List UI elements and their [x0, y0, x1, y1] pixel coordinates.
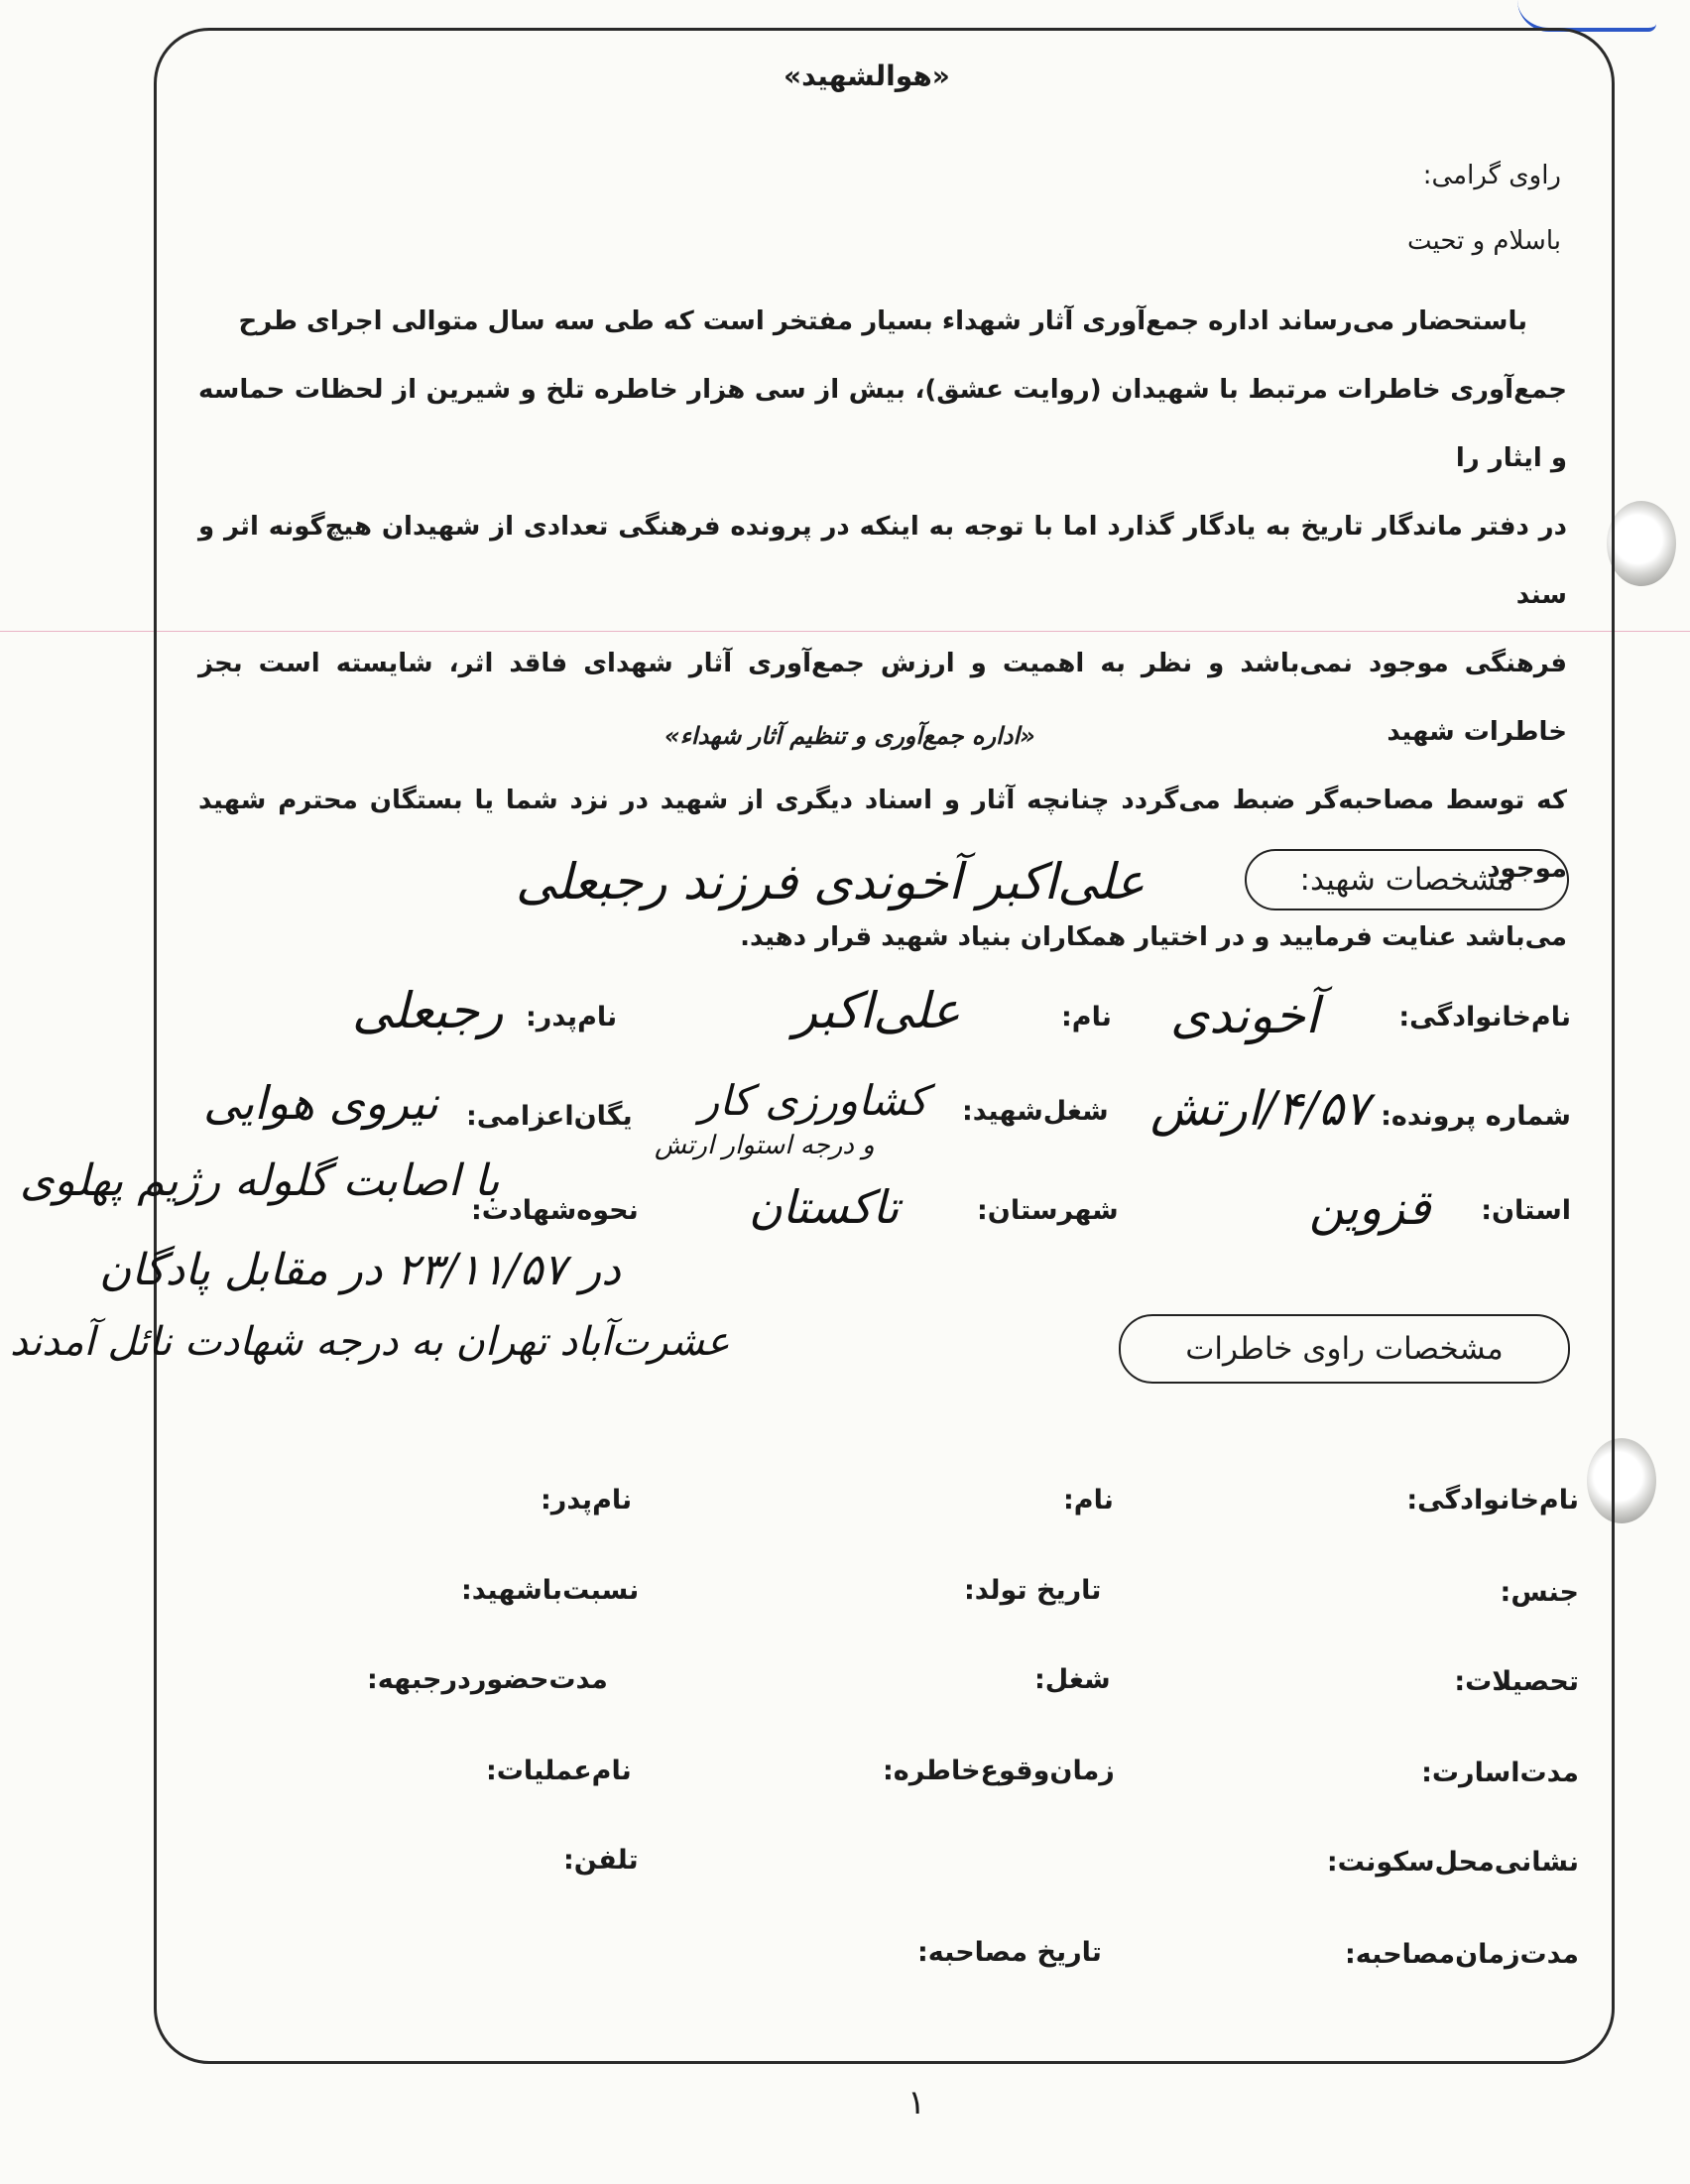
letter-line: که توسط مصاحبه‌گر ضبط می‌گردد چنانچه آثار و اسناد دیگری از شهید در نزد شما یا بستگان محترم شهید موجود [198, 786, 1567, 884]
martyrdom-label: نحوه‌شهادت: [471, 1195, 639, 1226]
occupation-label: شغل‌شهید: [962, 1096, 1109, 1127]
interview-duration-label: مدت‌زمان‌مصاحبه: [1345, 1939, 1579, 1970]
relation-label: نسبت‌با‌شهید: [461, 1575, 640, 1606]
unit-label: یگان‌اعزامی: [466, 1101, 633, 1132]
city-value: تاکستان [749, 1180, 900, 1234]
job-label: شغل: [1034, 1664, 1111, 1695]
greeting: باسلام و تحیت [1406, 226, 1561, 256]
salutation: راوی گرامی: [1422, 161, 1561, 190]
narrator-first-name-label: نام: [1063, 1485, 1114, 1516]
family-name-value: آخوندی [1170, 987, 1319, 1044]
martyrdom-value-line3: عشرت‌آباد تهران به درجه شهادت نائل آمدند [10, 1319, 730, 1365]
first-name-label: نام: [1061, 1002, 1112, 1032]
file-number-value: ۴/۵۷/ارتش [1150, 1081, 1370, 1137]
letter-line: در دفتر ماندگار تاریخ به یادگار گذارد اما با توجه به اینکه در پرونده فرهنگی تعدادی از شهیدان هیچ‌گونه اثر و سند [198, 512, 1567, 610]
address-label: نشانی‌محل‌سکونت: [1326, 1847, 1579, 1878]
letter-line: باستحضار می‌رساند اداره جمع‌آوری آثار شهداء بسیار مفتخر است که طی سه سال متوالی اجرای طرح [238, 306, 1527, 336]
page-number: ۱ [907, 2083, 926, 2123]
letter-line: فرهنگی موجود نمی‌باشد و نظر به اهمیت و ارزش جمع‌آوری آثار شهدای فاقد اثر، شایسته است بجز خاطرات شهید [198, 649, 1567, 747]
occupation-value: کشاورزی کار [699, 1076, 928, 1125]
occupation-value-extra: و درجه استوار ارتش [655, 1131, 875, 1160]
unit-value: نیروی هوایی [203, 1076, 438, 1130]
narrator-father-name-label: نام‌پدر: [541, 1485, 633, 1516]
first-name-value: علی‌اکبر [793, 982, 961, 1039]
letter-line: می‌باشد عنایت فرمایید و در اختیار همکاران بنیاد شهید قرار دهید. [740, 922, 1567, 952]
father-name-value: رجبعلی [352, 982, 504, 1039]
memory-time-label: زمان‌وقوع‌خاطره: [883, 1756, 1115, 1786]
father-name-label: نام‌پدر: [526, 1002, 618, 1032]
province-label: استان: [1481, 1195, 1571, 1226]
gender-label: جنس: [1500, 1577, 1579, 1608]
martyr-section-title: مشخصات شهید: [1245, 849, 1569, 910]
page-title: «هوالشهید» [784, 60, 950, 92]
punch-hole [1607, 501, 1676, 586]
handwritten-summary: علی‌اکبر آخوندی فرزند رجبعلی [516, 853, 1146, 910]
file-number-label: شماره پرونده: [1381, 1101, 1571, 1132]
narrator-section-title: مشخصات راوی خاطرات [1119, 1314, 1570, 1384]
captivity-label: مدت‌اسارت: [1421, 1758, 1579, 1788]
city-label: شهرستان: [977, 1195, 1119, 1226]
martyrdom-value: با اصابت گلوله رژیم پهلوی [20, 1155, 500, 1206]
operation-name-label: نام‌عملیات: [486, 1756, 632, 1786]
family-name-label: نام‌خانوادگی: [1398, 1002, 1571, 1032]
birth-date-label: تاریخ تولد: [964, 1575, 1102, 1606]
phone-label: تلفن: [563, 1845, 639, 1876]
education-label: تحصیلات: [1454, 1666, 1579, 1697]
front-duration-label: مدت‌حضور‌در‌جبهه: [367, 1664, 608, 1695]
narrator-family-name-label: نام‌خانوادگی: [1406, 1485, 1579, 1516]
martyrdom-value-line2: در ۲۳/۱۱/۵۷ در مقابل پادگان [99, 1245, 621, 1295]
letter-line: جمع‌آوری خاطرات مرتبط با شهیدان (روایت عشق)، بیش از سی هزار خاطره تلخ و شیرین از لحظات حماسه و ایثار را [198, 375, 1567, 473]
letter-signature: «اداره جمع‌آوری و تنظیم آثار شهداء» [664, 722, 1035, 750]
interview-date-label: تاریخ مصاحبه: [917, 1937, 1102, 1968]
province-value: قزوین [1309, 1180, 1431, 1236]
